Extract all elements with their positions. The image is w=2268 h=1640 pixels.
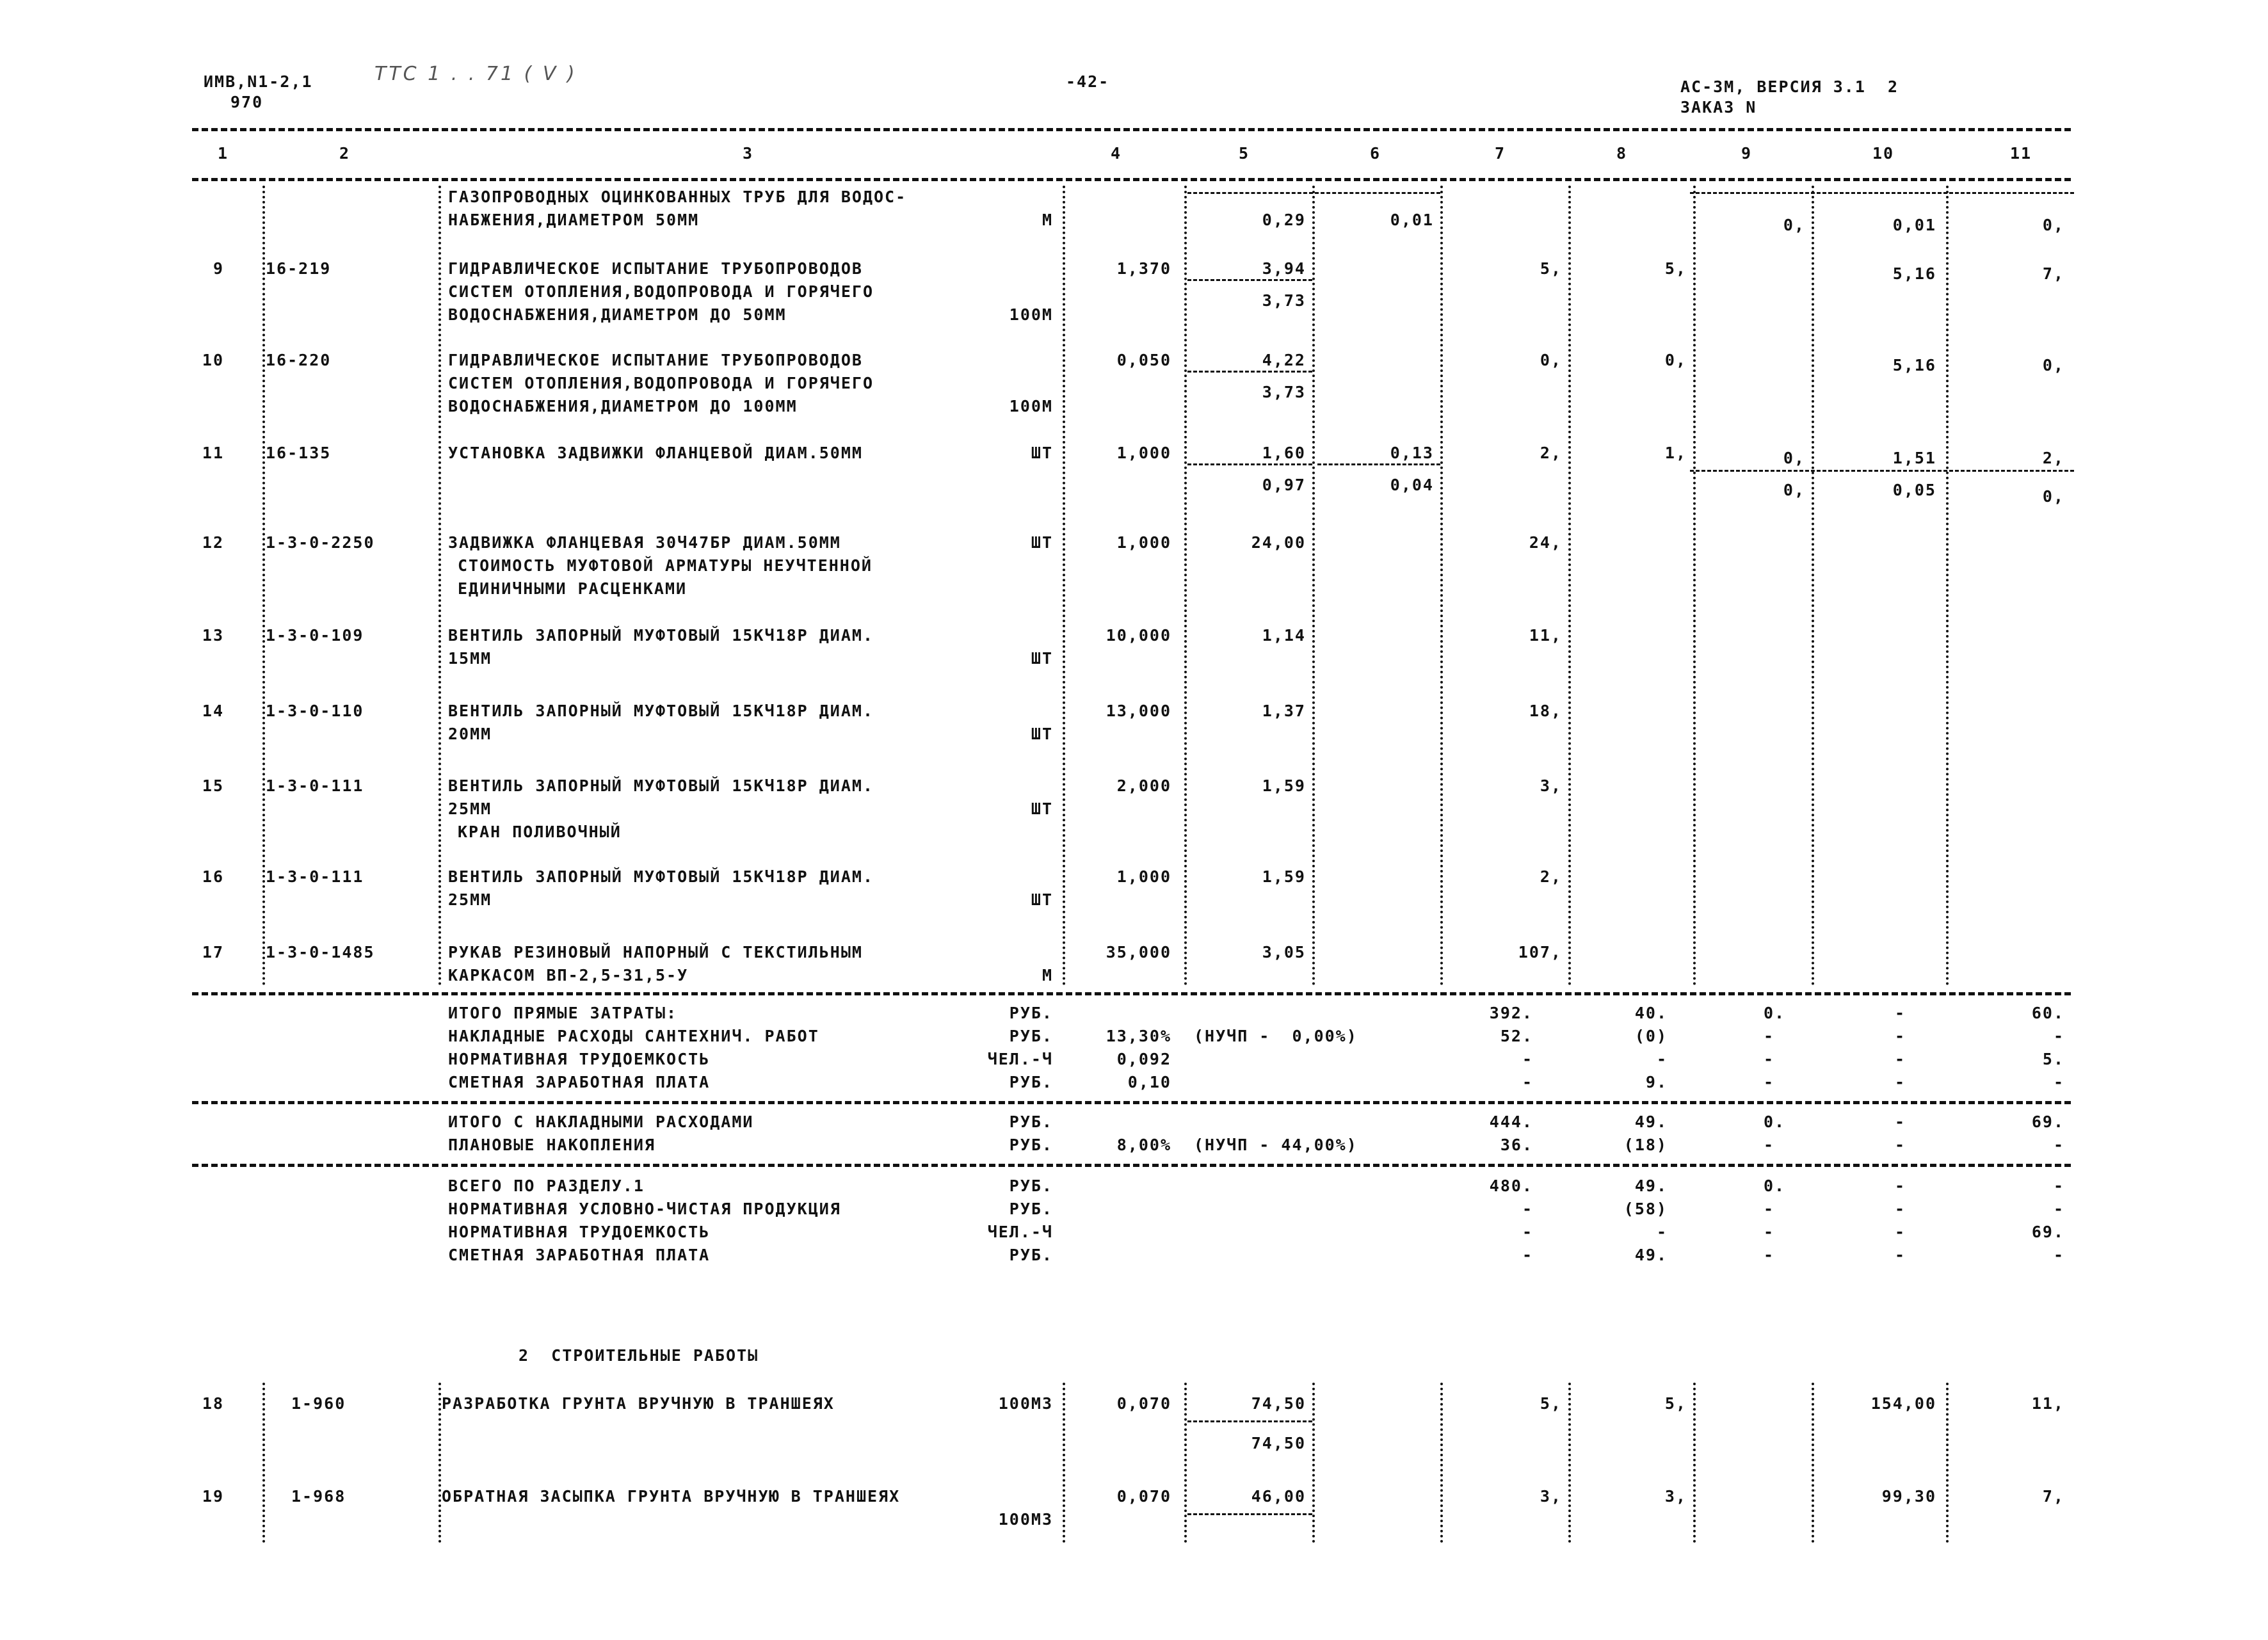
cell-unit-cost: 1,59 — [1262, 867, 1306, 886]
cell-col8: 1, — [1664, 444, 1687, 462]
cell-divider — [1187, 1420, 1312, 1422]
row-code: 1-968 — [291, 1487, 346, 1506]
row-description: ВЕНТИЛЬ ЗАПОРНЫЙ МУФТОВЫЙ 15КЧ18Р ДИАМ. — [448, 776, 874, 795]
cell-unit-cost-sub: 0,97 — [1262, 476, 1306, 494]
cell-col11: 7, — [2042, 264, 2064, 283]
row-description: РАЗРАБОТКА ГРУНТА ВРУЧНУЮ В ТРАНШЕЯХ — [442, 1394, 835, 1413]
totals1-c7: 392. — [1489, 1004, 1533, 1022]
cell-quantity: 1,000 — [1116, 867, 1171, 886]
totals3-label: ВСЕГО ПО РАЗДЕЛУ.1 — [448, 1177, 645, 1195]
column-separator — [1063, 1383, 1065, 1543]
cell-quantity: 13,000 — [1106, 702, 1171, 720]
totals1-label: СМЕТНАЯ ЗАРАБОТНАЯ ПЛАТА — [448, 1073, 711, 1091]
column-separator — [262, 186, 265, 986]
cell-divider — [1187, 463, 1312, 465]
totals3-c7: - — [1522, 1223, 1533, 1241]
cell-total: 18, — [1529, 702, 1562, 720]
cell-col10: 154,00 — [1870, 1394, 1936, 1413]
cell-col10: 5,16 — [1892, 264, 1936, 283]
column-separator — [438, 186, 441, 986]
rule-totals-1 — [192, 992, 2071, 995]
column-separator — [438, 1383, 441, 1543]
totals3-c8: (58) — [1623, 1200, 1668, 1218]
row-description: УСТАНОВКА ЗАДВИЖКИ ФЛАНЦЕВОЙ ДИАМ.50ММ — [448, 444, 863, 462]
row-note: ЕДИНИЧНЫМИ РАСЦЕНКАМИ — [458, 579, 688, 598]
totals2-label: ИТОГО С НАКЛАДНЫМИ РАСХОДАМИ — [448, 1113, 754, 1131]
row-description: КАРКАСОМ ВП-2,5-31,5-У — [448, 966, 689, 985]
rule-top — [192, 128, 2071, 131]
totals1-c7: 52. — [1500, 1027, 1533, 1045]
row-number: 17 — [202, 943, 224, 961]
row-number: 9 — [213, 259, 224, 278]
cell-unit-cost: 1,59 — [1262, 776, 1306, 795]
column-separator — [1063, 186, 1065, 986]
totals3-c8: 49. — [1634, 1246, 1668, 1264]
row-unit: 100М — [1009, 305, 1053, 324]
row-code: 16-219 — [266, 259, 332, 278]
cell-col6: 0,13 — [1390, 444, 1434, 462]
totals3-c8: - — [1656, 1223, 1668, 1241]
totals3-c11: 69. — [2031, 1223, 2064, 1241]
totals1-c9: - — [1764, 1027, 1775, 1045]
column-separator — [1440, 1383, 1443, 1543]
totals2-c8: (18) — [1623, 1136, 1668, 1154]
totals2-c11: - — [2053, 1136, 2064, 1154]
totals3-c9: - — [1764, 1200, 1775, 1218]
totals3-c7: 480. — [1489, 1177, 1533, 1195]
totals1-c8: - — [1656, 1050, 1668, 1068]
row-number: 19 — [202, 1487, 224, 1506]
totals3-unit: РУБ. — [1009, 1177, 1053, 1195]
totals1-unit: ЧЕЛ.-Ч — [987, 1050, 1053, 1068]
totals1-label: ИТОГО ПРЯМЫЕ ЗАТРАТЫ: — [448, 1004, 678, 1022]
totals3-c9: - — [1764, 1223, 1775, 1241]
row-number: 18 — [202, 1394, 224, 1413]
cell-col8: 5, — [1664, 259, 1687, 278]
cell-col9: 0, — [1783, 216, 1805, 234]
column-number: 3 — [743, 144, 754, 163]
cell-quantity: 0,050 — [1116, 351, 1171, 369]
row-description: 25ММ — [448, 800, 492, 818]
column-separator — [1184, 1383, 1187, 1543]
totals2-c11: 69. — [2031, 1113, 2064, 1131]
totals1-c11: 60. — [2031, 1004, 2064, 1022]
row-number: 13 — [202, 626, 224, 645]
totals1-c8: (0) — [1634, 1027, 1668, 1045]
row-code: 16-220 — [266, 351, 332, 369]
column-number: 7 — [1495, 144, 1506, 163]
cell-col10: 99,30 — [1881, 1487, 1936, 1506]
row-unit: М — [1042, 966, 1053, 985]
totals1-c9: 0. — [1764, 1004, 1786, 1022]
row-description: ВОДОСНАБЖЕНИЯ,ДИАМЕТРОМ ДО 100ММ — [448, 397, 798, 415]
totals2-c7: 36. — [1500, 1136, 1533, 1154]
totals1-c4: 13,30% — [1106, 1027, 1171, 1045]
totals2-c8: 49. — [1634, 1113, 1668, 1131]
cell-quantity: 35,000 — [1106, 943, 1171, 961]
column-number: 5 — [1239, 144, 1250, 163]
row-number: 10 — [202, 351, 224, 369]
cell-unit-cost: 4,22 — [1262, 351, 1306, 369]
row-note: СТОИМОСТЬ МУФТОВОЙ АРМАТУРЫ НЕУЧТЕННОЙ — [458, 556, 873, 575]
cell-unit-cost: 1,14 — [1262, 626, 1306, 645]
cell-total: 24, — [1529, 533, 1562, 552]
totals3-c10: - — [1895, 1200, 1906, 1218]
cell-total: 5, — [1540, 259, 1562, 278]
cell-col6-sub: 0,04 — [1390, 476, 1434, 494]
cell-total: 3, — [1540, 1487, 1562, 1506]
row-description: 15ММ — [448, 649, 492, 668]
cell-quantity: 2,000 — [1116, 776, 1171, 795]
totals1-unit: РУБ. — [1009, 1027, 1053, 1045]
row-description: ВЕНТИЛЬ ЗАПОРНЫЙ МУФТОВЫЙ 15КЧ18Р ДИАМ. — [448, 867, 874, 886]
cell-col8: 3, — [1664, 1487, 1687, 1506]
totals3-label: НОРМАТИВНАЯ УСЛОВНО-ЧИСТАЯ ПРОДУКЦИЯ — [448, 1200, 841, 1218]
totals2-c10: - — [1895, 1136, 1906, 1154]
rule-under-columns — [192, 178, 2071, 181]
cell-col8: 5, — [1664, 1394, 1687, 1413]
column-number: 2 — [339, 144, 351, 163]
row-note: КРАН ПОЛИВОЧНЫЙ — [458, 823, 622, 841]
totals3-c10: - — [1895, 1223, 1906, 1241]
column-separator — [1946, 186, 1949, 986]
totals1-label: НОРМАТИВНАЯ ТРУДОЕМКОСТЬ — [448, 1050, 711, 1068]
column-number: 11 — [2010, 144, 2032, 163]
totals1-c10: - — [1895, 1073, 1906, 1091]
totals1-c11: - — [2053, 1073, 2064, 1091]
row-number: 11 — [202, 444, 224, 462]
cell-total: 3, — [1540, 776, 1562, 795]
totals2-c10: - — [1895, 1113, 1906, 1131]
cell-total: 11, — [1529, 626, 1562, 645]
page-number: -42- — [1066, 72, 1110, 91]
column-number: 9 — [1741, 144, 1753, 163]
cell-col10: 1,51 — [1892, 449, 1936, 467]
cell-unit-cost: 24,00 — [1251, 533, 1306, 552]
row-unit: ШТ — [1031, 890, 1053, 909]
cell-quantity: 1,000 — [1116, 444, 1171, 462]
cell-unit-cost: 0,29 — [1262, 211, 1306, 229]
column-separator — [1568, 186, 1571, 986]
totals1-c5: (НУЧП - 0,00%) — [1194, 1027, 1358, 1045]
totals1-c8: 40. — [1634, 1004, 1668, 1022]
column-separator — [1440, 186, 1443, 986]
row-unit: ШТ — [1031, 725, 1053, 743]
totals3-c7: - — [1522, 1246, 1533, 1264]
rule-totals-3 — [192, 1164, 2071, 1167]
row-number: 12 — [202, 533, 224, 552]
column-separator — [1693, 186, 1696, 986]
row-description: СИСТЕМ ОТОПЛЕНИЯ,ВОДОПРОВОДА И ГОРЯЧЕГО — [448, 282, 874, 301]
totals2-unit: РУБ. — [1009, 1136, 1053, 1154]
totals1-c4: 0,092 — [1116, 1050, 1171, 1068]
cell-divider — [1690, 470, 2074, 472]
totals3-c11: - — [2053, 1246, 2064, 1264]
column-separator — [1568, 1383, 1571, 1543]
cell-total: 107, — [1518, 943, 1562, 961]
header-left-sub: 970 — [230, 93, 264, 111]
row-code: 1-3-0-110 — [266, 702, 364, 720]
totals3-c8: 49. — [1634, 1177, 1668, 1195]
row-description: ОБРАТНАЯ ЗАСЫПКА ГРУНТА ВРУЧНУЮ В ТРАНШЕЯХ — [442, 1487, 901, 1506]
column-separator — [1946, 1383, 1949, 1543]
column-separator — [1812, 1383, 1814, 1543]
cell-quantity: 0,070 — [1116, 1394, 1171, 1413]
row-description: ЗАДВИЖКА ФЛАНЦЕВАЯ 30Ч47БР ДИАМ.50ММ — [448, 533, 841, 552]
totals2-c9: 0. — [1764, 1113, 1786, 1131]
column-separator — [1812, 186, 1814, 986]
totals1-label: НАКЛАДНЫЕ РАСХОДЫ САНТЕХНИЧ. РАБОТ — [448, 1027, 819, 1045]
column-number: 10 — [1872, 144, 1895, 163]
row-unit: ШТ — [1031, 649, 1053, 668]
header-version: АС-3М, ВЕРСИЯ 3.1 2 — [1680, 77, 1899, 96]
cell-unit-cost: 1,37 — [1262, 702, 1306, 720]
cell-unit-cost-sub: 74,50 — [1251, 1434, 1306, 1452]
totals3-c11: - — [2053, 1200, 2064, 1218]
row-description: ВЕНТИЛЬ ЗАПОРНЫЙ МУФТОВЫЙ 15КЧ18Р ДИАМ. — [448, 626, 874, 645]
column-separator — [1312, 1383, 1315, 1543]
row-code: 1-3-0-111 — [266, 776, 364, 795]
column-separator — [1693, 1383, 1696, 1543]
row-description: НАБЖЕНИЯ,ДИАМЕТРОМ 50ММ — [448, 211, 700, 229]
cell-col10: 5,16 — [1892, 356, 1936, 374]
cell-quantity: 1,370 — [1116, 259, 1171, 278]
row-code: 1-3-0-111 — [266, 867, 364, 886]
column-number: 8 — [1616, 144, 1628, 163]
row-description: ГАЗОПРОВОДНЫХ ОЦИНКОВАННЫХ ТРУБ ДЛЯ ВОДОС- — [448, 188, 907, 206]
totals2-c4: 8,00% — [1116, 1136, 1171, 1154]
totals3-c11: - — [2053, 1177, 2064, 1195]
totals1-c11: - — [2053, 1027, 2064, 1045]
totals3-c10: - — [1895, 1246, 1906, 1264]
cell-col9: 0, — [1783, 449, 1805, 467]
totals3-unit: РУБ. — [1009, 1246, 1053, 1264]
totals2-label: ПЛАНОВЫЕ НАКОПЛЕНИЯ — [448, 1136, 655, 1154]
cell-divider — [1317, 463, 1440, 465]
header-order: ЗАКАЗ N — [1680, 98, 1757, 117]
cell-total: 5, — [1540, 1394, 1562, 1413]
cell-unit-cost: 1,60 — [1262, 444, 1306, 462]
column-number: 4 — [1111, 144, 1122, 163]
cell-col11: 0, — [2042, 356, 2064, 374]
cell-total: 0, — [1540, 351, 1562, 369]
column-separator — [1312, 186, 1315, 986]
totals1-c4: 0,10 — [1127, 1073, 1171, 1091]
row-description: ВОДОСНАБЖЕНИЯ,ДИАМЕТРОМ ДО 50ММ — [448, 305, 787, 324]
totals1-c10: - — [1895, 1050, 1906, 1068]
row-code: 1-3-0-2250 — [266, 533, 375, 552]
column-number: 1 — [218, 144, 229, 163]
row-unit: ШТ — [1031, 444, 1053, 462]
column-separator — [262, 1383, 265, 1543]
cell-col11-sub: 0, — [2042, 487, 2064, 506]
column-separator — [1184, 186, 1187, 986]
row-number: 16 — [202, 867, 224, 886]
totals3-unit: РУБ. — [1009, 1200, 1053, 1218]
cell-divider — [1187, 1513, 1312, 1515]
cell-divider — [1187, 279, 1312, 281]
cell-unit-cost: 74,50 — [1251, 1394, 1306, 1413]
row-unit: 100М3 — [998, 1394, 1053, 1413]
totals2-c5: (НУЧП - 44,00%) — [1194, 1136, 1358, 1154]
row-unit: М — [1042, 211, 1053, 229]
cell-total: 2, — [1540, 867, 1562, 886]
row-code: 1-3-0-109 — [266, 626, 364, 645]
cell-unit-cost: 3,05 — [1262, 943, 1306, 961]
cell-total: 2, — [1540, 444, 1562, 462]
row-description: ВЕНТИЛЬ ЗАПОРНЫЙ МУФТОВЫЙ 15КЧ18Р ДИАМ. — [448, 702, 874, 720]
section-title: 2 СТРОИТЕЛЬНЫЕ РАБОТЫ — [519, 1346, 759, 1365]
row-description: ГИДРАВЛИЧЕСКОЕ ИСПЫТАНИЕ ТРУБОПРОВОДОВ — [448, 351, 863, 369]
totals1-c10: - — [1895, 1027, 1906, 1045]
cell-unit-cost: 46,00 — [1251, 1487, 1306, 1506]
row-number: 15 — [202, 776, 224, 795]
header-left-code: ИМВ,N1-2,1 — [204, 72, 313, 91]
cell-unit-cost-sub: 3,73 — [1262, 291, 1306, 310]
totals2-unit: РУБ. — [1009, 1113, 1053, 1131]
column-number: 6 — [1370, 144, 1381, 163]
totals1-c11: 5. — [2042, 1050, 2064, 1068]
totals2-c7: 444. — [1489, 1113, 1533, 1131]
cell-col10-sub: 0,05 — [1892, 481, 1936, 499]
cell-quantity: 0,070 — [1116, 1487, 1171, 1506]
cell-quantity: 1,000 — [1116, 533, 1171, 552]
row-number: 14 — [202, 702, 224, 720]
cell-quantity: 10,000 — [1106, 626, 1171, 645]
row-code: 1-960 — [291, 1394, 346, 1413]
totals3-label: НОРМАТИВНАЯ ТРУДОЕМКОСТЬ — [448, 1223, 711, 1241]
cell-unit-cost-sub: 3,73 — [1262, 383, 1306, 401]
cell-col9-sub: 0, — [1783, 481, 1805, 499]
totals1-c7: - — [1522, 1073, 1533, 1091]
row-code: 1-3-0-1485 — [266, 943, 375, 961]
row-description: РУКАВ РЕЗИНОВЫЙ НАПОРНЫЙ С ТЕКСТИЛЬНЫМ — [448, 943, 863, 961]
rule-totals-2 — [192, 1101, 2071, 1104]
row-unit: ШТ — [1031, 800, 1053, 818]
totals1-c7: - — [1522, 1050, 1533, 1068]
cell-divider — [1690, 192, 2074, 194]
cell-col11: 0, — [2042, 216, 2064, 234]
cell-col11: 11, — [2031, 1394, 2064, 1413]
totals3-c9: - — [1764, 1246, 1775, 1264]
row-description: 20ММ — [448, 725, 492, 743]
cell-col11: 2, — [2042, 449, 2064, 467]
totals3-label: СМЕТНАЯ ЗАРАБОТНАЯ ПЛАТА — [448, 1246, 711, 1264]
cell-col8: 0, — [1664, 351, 1687, 369]
totals1-c9: - — [1764, 1073, 1775, 1091]
cell-col10: 0,01 — [1892, 216, 1936, 234]
row-description: ГИДРАВЛИЧЕСКОЕ ИСПЫТАНИЕ ТРУБОПРОВОДОВ — [448, 259, 863, 278]
totals1-c10: - — [1895, 1004, 1906, 1022]
totals3-c7: - — [1522, 1200, 1533, 1218]
totals3-c9: 0. — [1764, 1177, 1786, 1195]
row-unit: 100М3 — [998, 1510, 1053, 1529]
row-unit: 100М — [1009, 397, 1053, 415]
totals1-unit: РУБ. — [1009, 1004, 1053, 1022]
totals1-unit: РУБ. — [1009, 1073, 1053, 1091]
totals3-c10: - — [1895, 1177, 1906, 1195]
cell-divider — [1187, 371, 1312, 373]
cell-col6: 0,01 — [1390, 211, 1434, 229]
totals1-c8: 9. — [1645, 1073, 1668, 1091]
row-unit: ШТ — [1031, 533, 1053, 552]
totals3-unit: ЧЕЛ.-Ч — [987, 1223, 1053, 1241]
row-description: СИСТЕМ ОТОПЛЕНИЯ,ВОДОПРОВОДА И ГОРЯЧЕГО — [448, 374, 874, 392]
totals1-c9: - — [1764, 1050, 1775, 1068]
totals2-c9: - — [1764, 1136, 1775, 1154]
cell-col11: 7, — [2042, 1487, 2064, 1506]
row-code: 16-135 — [266, 444, 332, 462]
handwritten-note: ТТС 1 . . 71 ( V ) — [374, 63, 577, 85]
row-description: 25ММ — [448, 890, 492, 909]
cell-unit-cost: 3,94 — [1262, 259, 1306, 278]
